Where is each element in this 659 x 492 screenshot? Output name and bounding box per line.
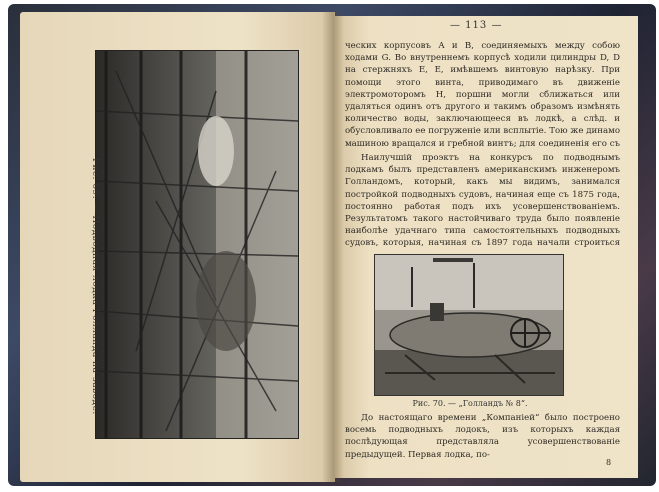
signature-mark: 8 [606,458,612,467]
paragraph-3-text: До настоящаго времени „Компаніей“ было построено восемь подводныхъ лодокъ, изъ которыхъ каждая послѣдующая представляла усовершенствованіе предыдущей. Первая лодка, по- [345,413,620,460]
paragraph-3 [345,412,620,460]
paragraph-2-text: Наилучшій проэктъ на конкурсъ по подводнымъ лодкамъ былъ представленъ американскимъ инженеромъ Голландомъ, который, какъ мы видимъ, занимался постройкой подводныхъ судовъ, начиная еще съ 1875 года, постоянно работая подъ ихъ усовершенствованіемъ. Результатомъ такого настойчиваго труда было появленіе наиболѣе удачнаго типа самостоятельныхъ подводныхъ судовъ, которыя, начиная съ 1897 года начали строиться [345,153,620,249]
right-figure-caption: Рис. 70. — „Голландъ № 8“. [412,399,528,408]
submarine-photo [374,254,564,396]
shipyard-photo [95,50,299,439]
shipyard-photo-illustration [96,51,298,438]
submarine-illustration [375,255,563,395]
paragraph-2 [345,152,620,250]
paragraph-1 [345,40,620,148]
page-number: — 113 — [450,20,503,31]
paragraph-1-text: ческих корпусовъ A и B, соединяемыхъ между собою ходами G. Во внутреннемъ корпусѣ ходили цилиндры D, D на стержняхъ E, E, имѣвшемъ винтовую нарѣзку. При помощи этого винта, приводимаго въ движеніе электромоторомъ H, поршни могли сближаться или удаляться одинъ отъ другого и такимъ образомъ измѣнять количество воды, заключающееся въ лодкѣ, а слѣд. и обусловливало ее погруженіе или всплытіе. Тою же динамо машиною вращался и гребной винтъ; для соединенія его съ [345,41,620,148]
left-figure-caption: Рис. 69. — Подводная лодка Голланда на заводе. [90,158,100,415]
book-gutter [322,12,344,482]
